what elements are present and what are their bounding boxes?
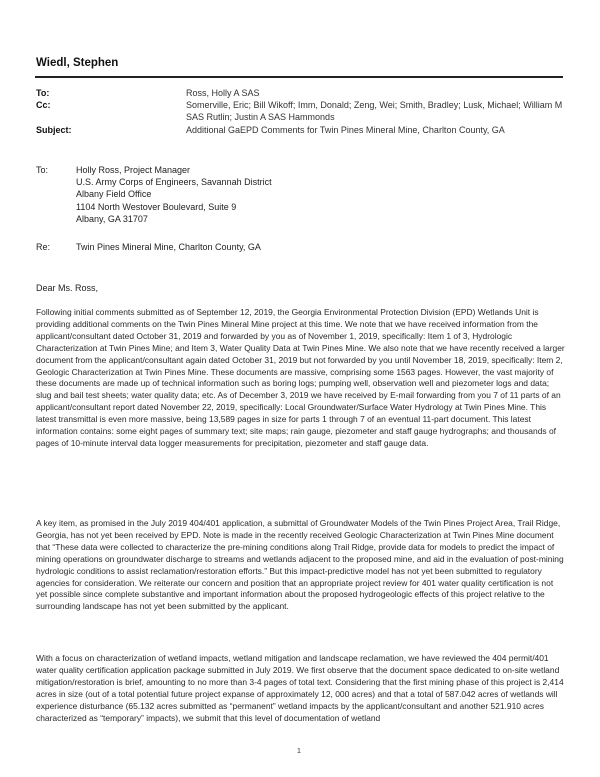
address-line: Albany Field Office [76,189,152,200]
address-line: U.S. Army Corps of Engineers, Savannah District [76,177,272,188]
sender-name: Wiedl, Stephen [36,57,119,69]
to-value: Ross, Holly A SAS [186,88,260,98]
subject-label: Subject: [36,125,72,135]
to-label: To: [36,88,50,98]
re-value: Twin Pines Mineral Mine, Charlton County, GA [76,242,261,252]
address-label: To: [36,165,49,175]
body-paragraph: A key item, as promised in the July 2019 404/401 application, a submittal of Groundwater Models of the Twin Pines Project Area, Trail Ridge, Georgia, has not yet been received by EPD. Note is made in the recently received Geologic Characterization at Twin Pines Mine document that “These data were collected to characterize the pre-mining conditions along Trail Ridge, provide data for models to predict the impact of mining operations on groundwater discharge to streams and wetlands adjacent to the proposed mine, and aid in the evaluation of post-mining hydrologic conditions to assist reclamation/restoration efforts.” But this impact-predictive model has not yet been submitted to regulatory agencies for consideration. We reiterate our concern and position that an appropriate project review for 401 water quality certification is not yet possible since complete substantive and important information about the proposed hydrogeologic effects of this project relative to the surrounding landscape has not yet been submitted by the applicant. [36,518,564,612]
body-paragraph: Following initial comments submitted as of September 12, 2019, the Georgia Environmental Protection Division (EPD) Wetlands Unit is providing additional comments on the Twin Pines Mineral Mine project at this time. We note that we have received information from the applicant/consultant dated October 31, 2019 and forwarded by you as of November 1, 2019, specifically: Item 1 of 3, Hydrologic Characterization at Twin Pines Mine; and Item 3, Water Quality Data at Twin Pines Mine. We also note that we have recently received a larger document from the applicant/consultant again dated October 31, 2019 but not forwarded by you until November 18, 2019, specifically: Item 2, Geologic Characterization at Twin Pines Mine. These documents are massive, comprising some 1563 pages. However, the vast majority of these documents are made up of technical information such as boring logs; pumping well, observation well and piezometer logs and data; slug and bail test sheets; water quality data; etc. As of December 3, 2019 we have received by E-mail forwarding from you 7 of 11 parts of an applicant/consultant report dated November 22, 2019, specifically: Local Groundwater/Surface Water Hydrology at Twin Pines Mine. This latest transmittal is even more massive, being 13,589 pages in size for parts 1 through 7 of an eventual 11-part document. This latest information contains: some eight pages of summary text; site maps; rain gauge, piezometer and staff gauge hydrographs; and thousands of pages of 10-minute interval data logger measurements for precipitation, piezometer and staff gauge data. [36,307,565,448]
cc-value: Somerville, Eric; Bill Wikoff; Imm, Donald; Zeng, Wei; Smith, Bradley; Lusk, Michael; William M SAS Rutlin; Justin A SAS Hammonds [186,100,563,122]
body-paragraph: With a focus on characterization of wetland impacts, wetland mitigation and landscape reclamation, we have reviewed the 404 permit/401 water quality certification application package submitted in July 2019. We first observe that the document space dedicated to on-site wetland mitigation/restoration is brief, amounting to no more than 3-4 pages of total text. Considering that the first mining phase of this project is 2,414 acres in size (out of a total potential future project expanse of approximately 12, 000 acres) and that a total of 587.042 acres of wetlands will experience disturbance (65.132 acres submitted as “permanent” wetland impacts by the applicant/consultant and another 521.910 acres characterized as “temporary” impacts), we submit that this level of documentation of wetland [36,653,564,723]
address-line: Albany, GA 31707 [76,213,148,224]
salutation: Dear Ms. Ross, [36,283,99,293]
header-divider [35,76,563,78]
address-line: Holly Ross, Project Manager [76,165,191,175]
re-label: Re: [36,242,51,252]
cc-label: Cc: [36,100,51,110]
subject-value: Additional GaEPD Comments for Twin Pines Mineral Mine, Charlton County, GA [186,125,505,135]
page-number: 1 [297,748,301,755]
address-line: 1104 North Westover Boulevard, Suite 9 [76,201,237,212]
